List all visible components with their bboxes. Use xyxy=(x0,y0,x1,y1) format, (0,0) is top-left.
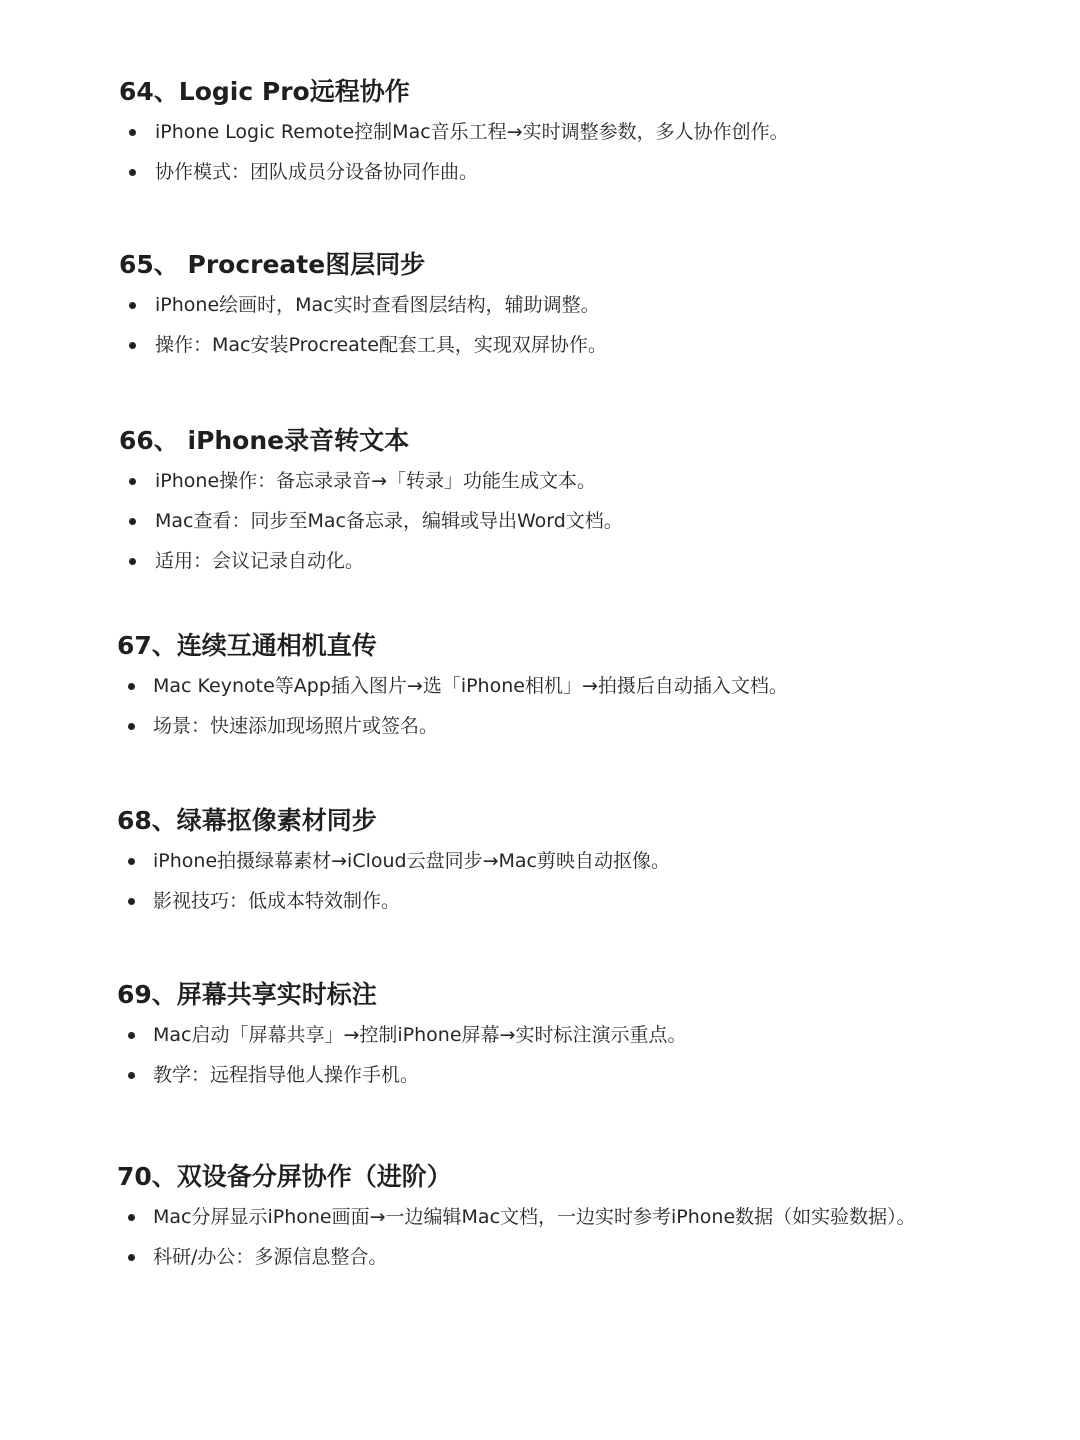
bullet-icon xyxy=(129,129,136,136)
section-68 xyxy=(0,804,1080,915)
list-item-text: iPhone拍摄绿幕素材→iCloud云盘同步→Mac剪映自动抠像。 xyxy=(153,850,671,872)
bullet-list xyxy=(0,467,1080,575)
section-66 xyxy=(0,424,1080,575)
list-item xyxy=(0,507,1080,535)
list-item xyxy=(0,1061,1080,1089)
list-item xyxy=(0,887,1080,915)
bullet-icon xyxy=(128,1254,135,1261)
list-item xyxy=(0,291,1080,319)
list-item xyxy=(0,1203,1080,1231)
list-item-text: 影视技巧：低成本特效制作。 xyxy=(153,890,401,912)
list-item-text: iPhone操作：备忘录录音→「转录」功能生成文本。 xyxy=(155,470,597,492)
bullet-icon xyxy=(128,858,135,865)
bullet-icon xyxy=(129,478,136,485)
list-item xyxy=(0,1243,1080,1271)
bullet-icon xyxy=(129,302,136,309)
section-67 xyxy=(0,629,1080,740)
bullet-icon xyxy=(128,683,135,690)
section-65 xyxy=(0,248,1080,359)
list-item-text: Mac启动「屏幕共享」→控制iPhone屏幕→实时标注演示重点。 xyxy=(153,1024,687,1046)
list-item-text: iPhone绘画时，Mac实时查看图层结构，辅助调整。 xyxy=(155,294,600,316)
section-title: 67、连续互通相机直传 xyxy=(117,631,377,660)
list-item-text: 协作模式：团队成员分设备协同作曲。 xyxy=(155,161,479,183)
bullet-icon xyxy=(128,1072,135,1079)
bullet-icon xyxy=(128,1214,135,1221)
list-item xyxy=(0,118,1080,146)
list-item-text: Mac查看：同步至Mac备忘录，编辑或导出Word文档。 xyxy=(155,510,623,532)
section-title: 70、双设备分屏协作（进阶） xyxy=(117,1162,452,1191)
list-item xyxy=(0,467,1080,495)
section-title: 68、绿幕抠像素材同步 xyxy=(117,806,377,835)
list-item-text: 教学：远程指导他人操作手机。 xyxy=(153,1064,420,1086)
bullet-icon xyxy=(129,558,136,565)
bullet-list xyxy=(0,847,1080,915)
bullet-list xyxy=(0,291,1080,359)
section-title: 66、 iPhone录音转文本 xyxy=(119,426,410,455)
list-item-text: Mac Keynote等App插入图片→选「iPhone相机」→拍摄后自动插入文档。 xyxy=(153,675,788,697)
list-item xyxy=(0,672,1080,700)
section-69 xyxy=(0,978,1080,1089)
list-item-text: 操作：Mac安装Procreate配套工具，实现双屏协作。 xyxy=(155,334,607,356)
list-item xyxy=(0,1021,1080,1049)
section-title: 69、屏幕共享实时标注 xyxy=(117,980,377,1009)
bullet-list xyxy=(0,118,1080,186)
list-item-text: 适用：会议记录自动化。 xyxy=(155,550,365,572)
section-title: 65、 Procreate图层同步 xyxy=(119,250,426,279)
list-item xyxy=(0,712,1080,740)
section-70 xyxy=(0,1160,1080,1271)
bullet-icon xyxy=(128,1032,135,1039)
list-item xyxy=(0,331,1080,359)
bullet-icon xyxy=(128,898,135,905)
bullet-icon xyxy=(129,342,136,349)
section-64 xyxy=(0,75,1080,186)
bullet-icon xyxy=(129,518,136,525)
list-item-text: 科研/办公：多源信息整合。 xyxy=(153,1246,388,1268)
section-title: 64、Logic Pro远程协作 xyxy=(119,77,410,106)
list-item-text: Mac分屏显示iPhone画面→一边编辑Mac文档，一边实时参考iPhone数据（如实验数据）。 xyxy=(153,1206,916,1228)
list-item xyxy=(0,847,1080,875)
bullet-icon xyxy=(129,169,136,176)
bullet-list xyxy=(0,672,1080,740)
list-item-text: 场景：快速添加现场照片或签名。 xyxy=(153,715,439,737)
bullet-list xyxy=(0,1203,1080,1271)
list-item-text: iPhone Logic Remote控制Mac音乐工程→实时调整参数，多人协作创作。 xyxy=(155,121,789,143)
list-item xyxy=(0,158,1080,186)
bullet-list xyxy=(0,1021,1080,1089)
bullet-icon xyxy=(128,723,135,730)
list-item xyxy=(0,547,1080,575)
